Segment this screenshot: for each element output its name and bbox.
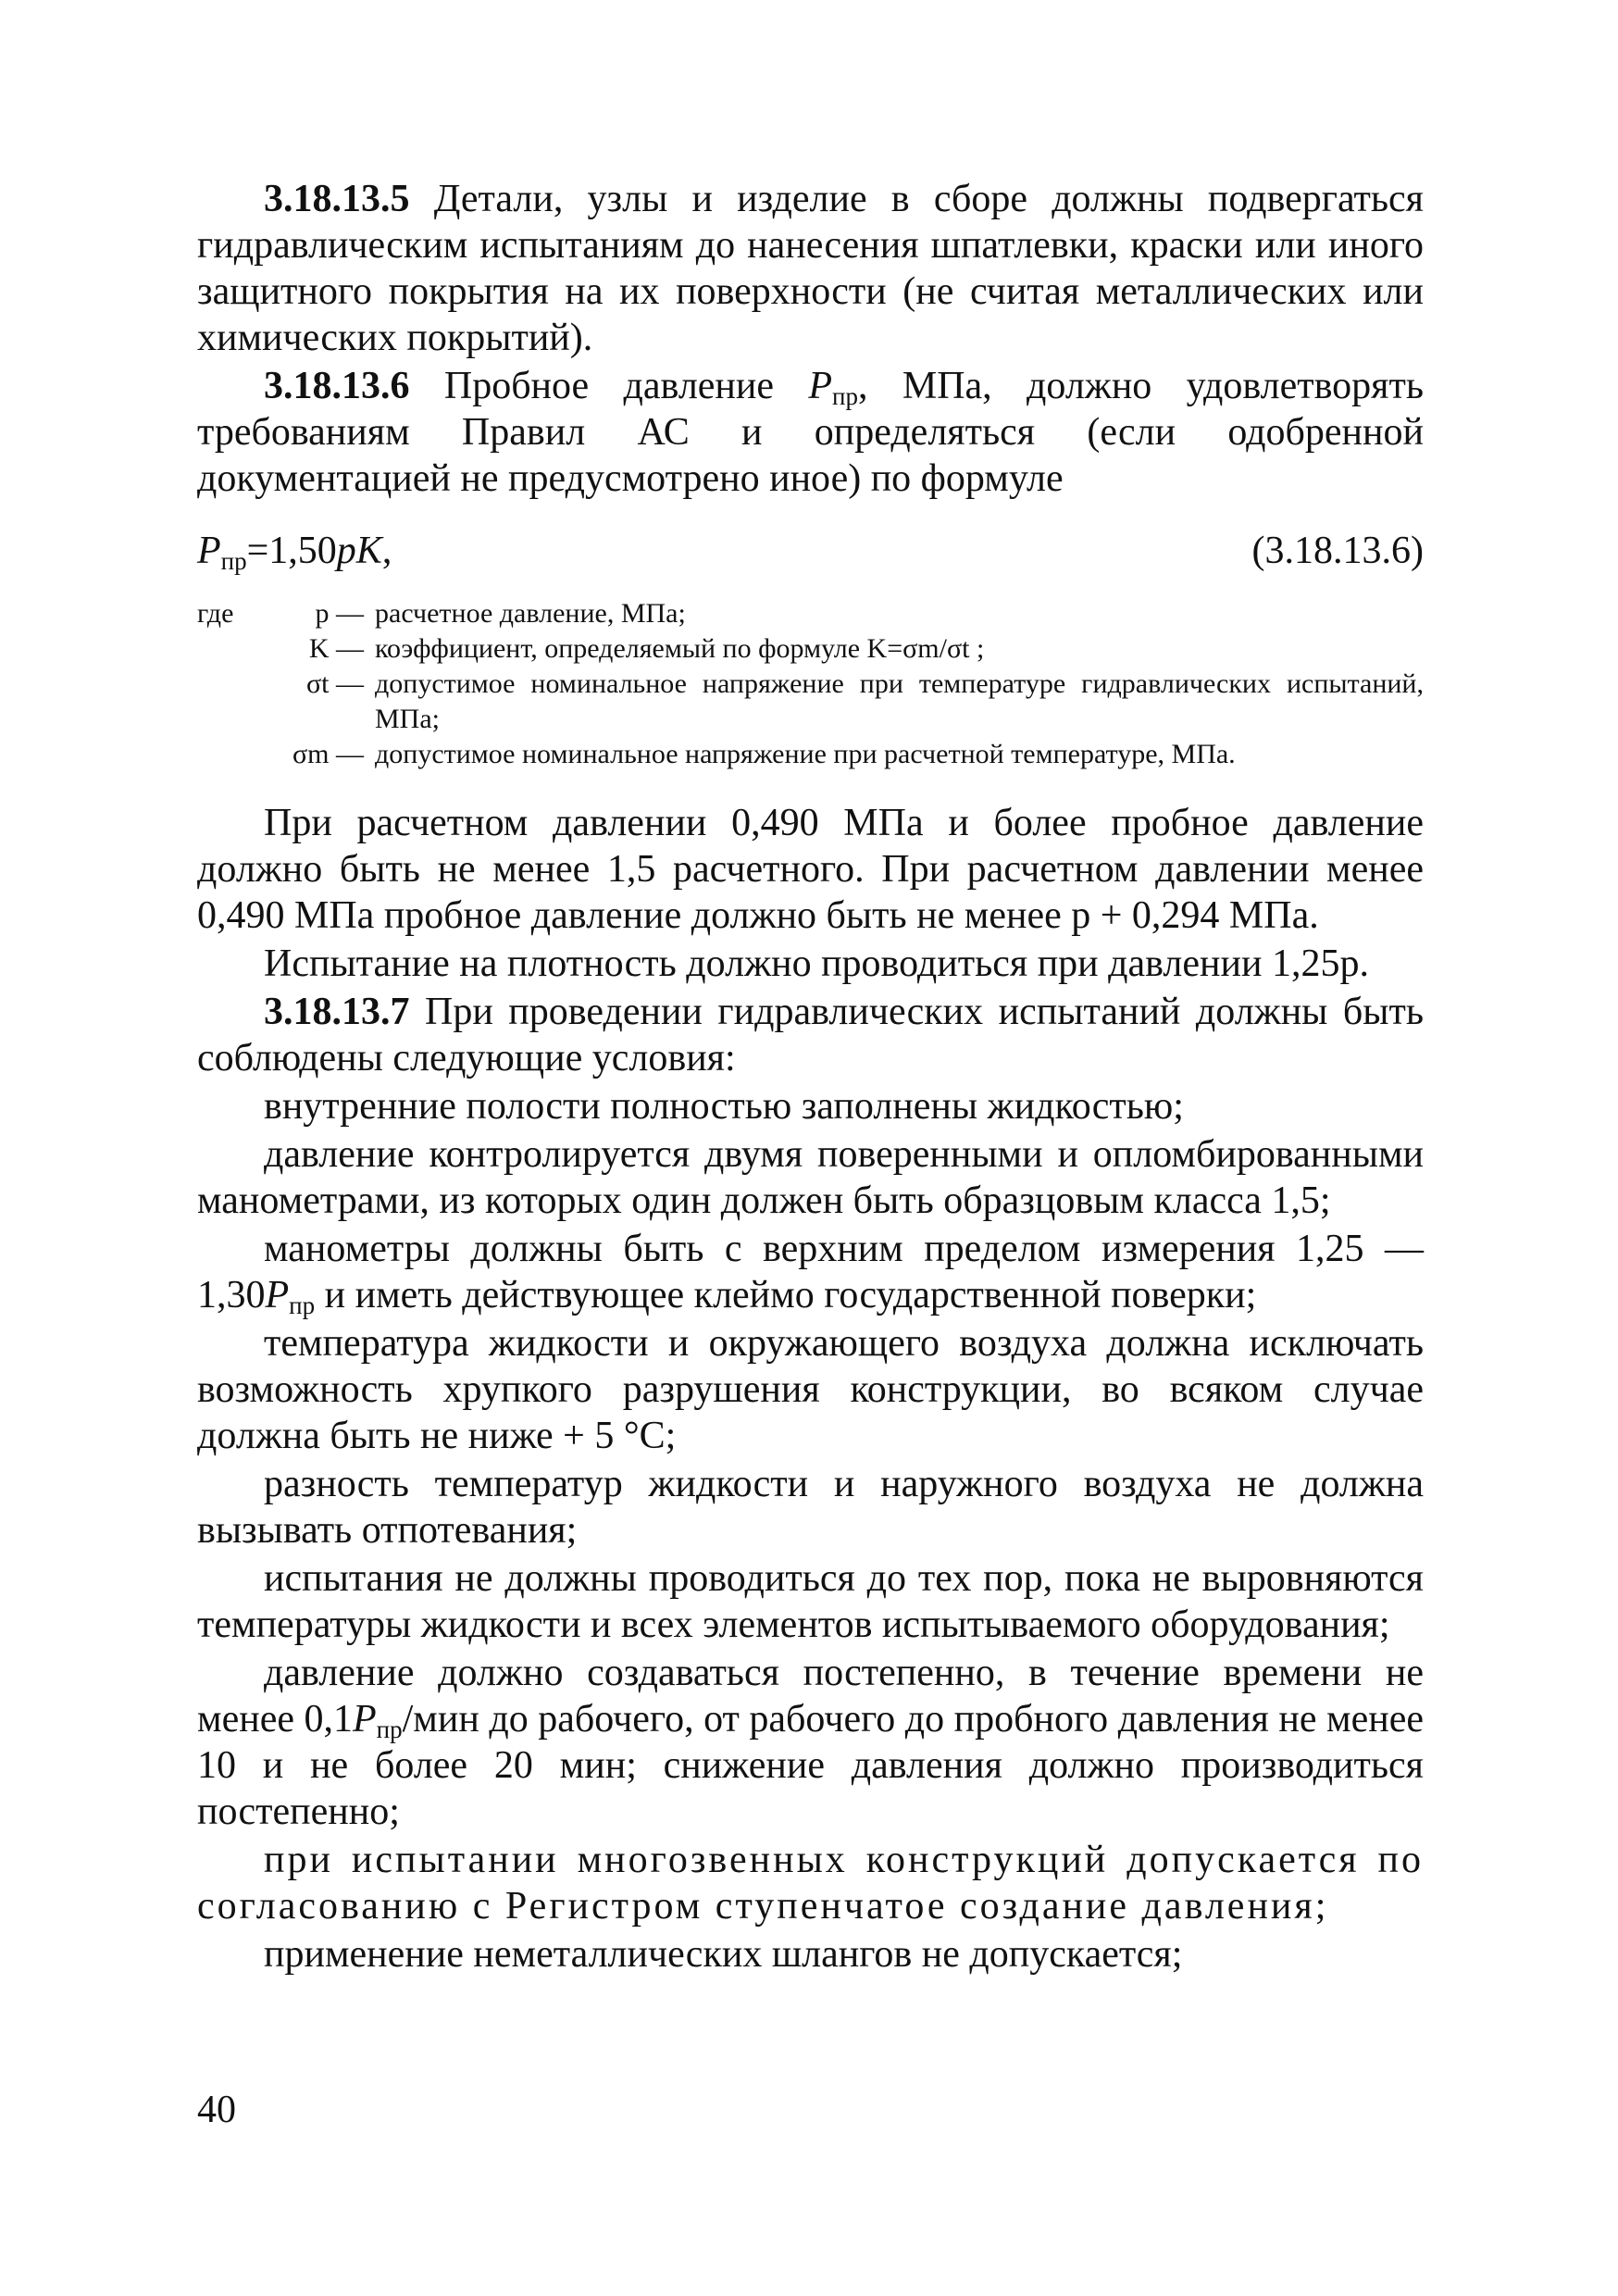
clause-number: 3.18.13.7 [264, 991, 410, 1033]
legend-text: допустимое номинальное напряжение при расчетной температуре, МПа. [375, 739, 1236, 769]
legend-row [197, 667, 1424, 737]
clause-number: 3.18.13.6 [264, 365, 410, 407]
condition-item: внутренние полости полностью заполнены жидкостью; [264, 1085, 1184, 1128]
paragraph-text: , МПа, должно удовлетворять требованиям Правил АС и определяться (если одобренной документацией не предусмотрено иное) по формуле [197, 365, 1424, 500]
condition-item: манометры должны быть с верхним пределом измерения 1,25 — $1,30P_{пр}$ и иметь действующее клеймо государственной поверки; [197, 1228, 1424, 1319]
paragraph-3-18-13-7 [197, 989, 1424, 1081]
legend-symbol: K — [308, 633, 364, 664]
condition-item: применение неметаллических шлангов не допускается; [264, 1933, 1183, 1976]
legend-text: расчетное давление, МПа; [375, 598, 686, 629]
paragraph-3-18-13-5 [197, 176, 1424, 361]
clause-number: 3.18.13.5 [264, 178, 410, 220]
paragraph-text: Пробное давление [409, 365, 809, 407]
legend-symbol: p — [315, 598, 364, 629]
legend-symbol: σt — [305, 668, 364, 699]
subscript: пр [832, 382, 858, 410]
formula-number: (3.18.13.6) [1251, 530, 1424, 572]
legend-text: допустимое номинальное напряжение при температуре гидравлических испытаний, МПа; [375, 668, 1424, 734]
document-page [197, 176, 1424, 1979]
condition-item: температура жидкости и окружающего воздуха должна исключать возможность хрупкого разрушения конструкции, во всяком случае должна быть не ниже + 5 °С; [197, 1322, 1424, 1457]
paragraph-3-18-13-6 [197, 363, 1424, 502]
condition-item: при испытании многозвенных конструкций допускается по согласованию с Регистром ступенчатое создание давления; [197, 1839, 1424, 1928]
paragraph-text: Детали, узлы и изделие в сборе должны подвергаться гидравлическим испытаниям до нанесения шпатлевки, краски или иного защитного покрытия на их поверхности (не считая металлических или химических покрытий). [197, 178, 1424, 359]
paragraph-text: При проведении гидравлических испытаний должны быть соблюдены следующие условия: [197, 991, 1424, 1079]
formula: $P_{пр}=1,50pK$, [197, 530, 392, 575]
legend-where: где [197, 598, 234, 629]
condition-item: давление контролируется двумя поверенными и опломбированными манометрами, из которых один должен быть образцовым класса 1,5; [197, 1133, 1424, 1222]
condition-item: разность температур жидкости и наружного воздуха не должна вызывать отпотевания; [197, 1463, 1424, 1552]
legend-symbol: σm — [292, 739, 364, 769]
legend-row [197, 737, 1424, 772]
density-test-paragraph: Испытание на плотность должно проводиться при давлении 1,25p. [264, 942, 1369, 985]
legend-text: коэффициент, определяемый по формуле K=σm/σt ; [375, 633, 985, 664]
condition-item: испытания не должны проводиться до тех пор, пока не выровняются температуры жидкости и всех элементов испытываемого оборудования; [197, 1557, 1424, 1646]
condition-item: давление должно создаваться постепенно, в течение времени не менее $0,1P_{пр}$/мин до рабочего, от рабочего до пробного давления не менее 10 и не более 20 мин; снижение давления должно производиться постепенно; [197, 1652, 1424, 1833]
legend-row [197, 596, 1424, 631]
legend-row [197, 631, 1424, 667]
pressure-rule-paragraph: При расчетном давлении 0,490 МПа и более пробное давление должно быть не менее 1,5 расчетного. При расчетном давлении менее 0,490 МПа пробное давление должно быть не менее p + 0,294 МПа. [197, 802, 1424, 937]
page-number: 40 [197, 2089, 236, 2131]
symbol-P: P [808, 365, 833, 407]
formula-row [197, 528, 1424, 583]
formula-legend [197, 596, 1424, 772]
